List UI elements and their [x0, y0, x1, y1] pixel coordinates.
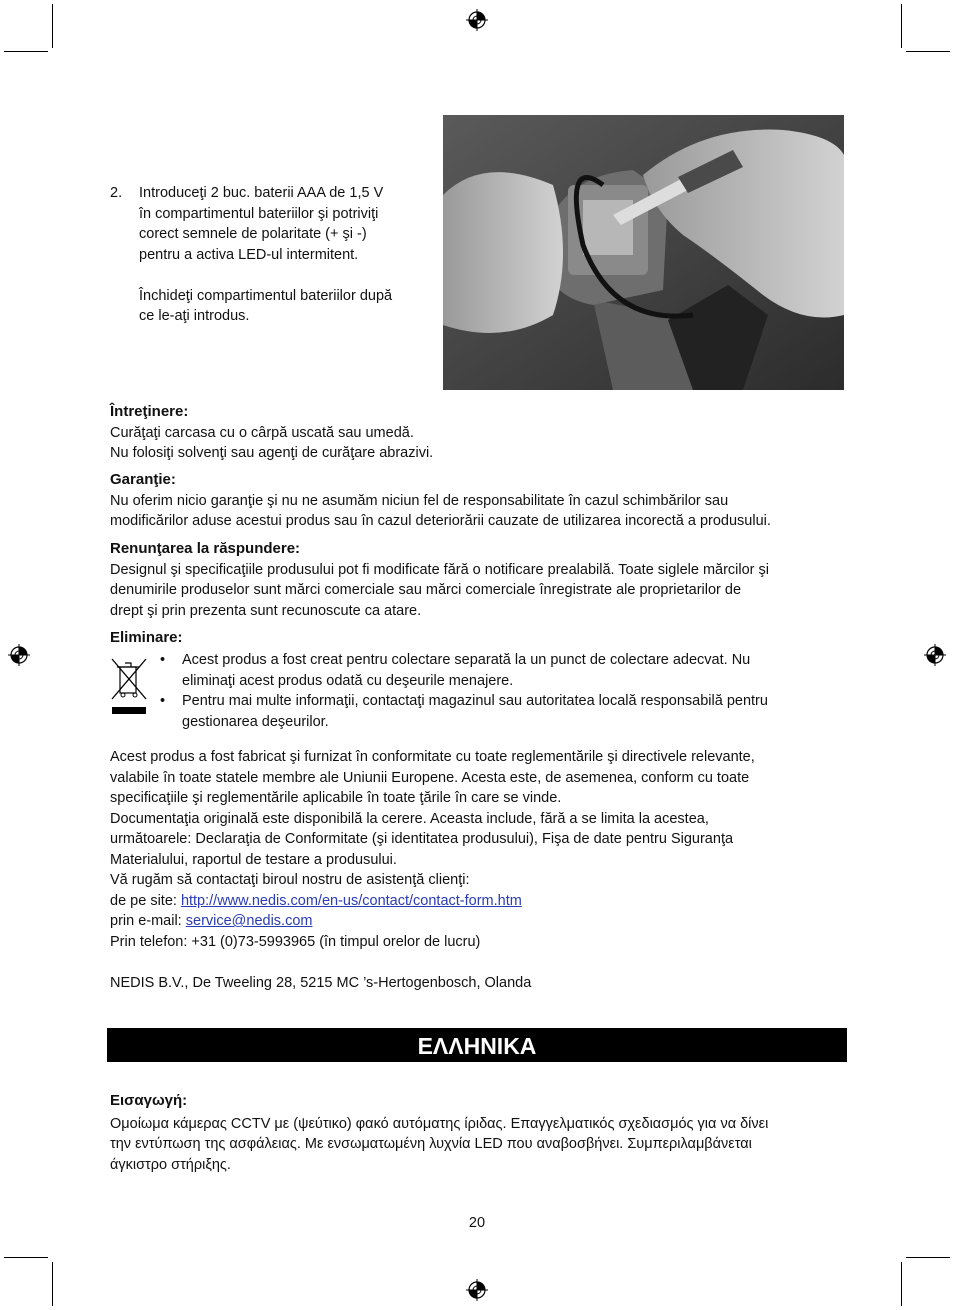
body-line: specificaţiile şi reglementările aplicabile în toate ţările în care se vinde.	[110, 790, 562, 806]
crossed-bin-icon	[110, 657, 148, 717]
website-label: de pe site:	[110, 892, 181, 909]
step-line: în compartimentul bateriilor şi potriviţi	[139, 205, 379, 222]
step-number: 2.	[110, 185, 123, 201]
email-line	[110, 911, 850, 932]
page-number: 20	[468, 1215, 486, 1231]
phone-line: Prin telefon: +31 (0)73-5993965 (în timpul orelor de lucru)	[110, 933, 481, 950]
greek-intro-section	[110, 1091, 850, 1175]
body-line: Documentaţia originală este disponibilă la cerere. Aceasta include, fără a se limita la acestea,	[110, 810, 709, 827]
step-line: Introduceţi 2 buc. baterii AAA de 1,5 V	[139, 185, 384, 201]
body-line: Curăţaţi carcasa cu o cârpă uscată sau umedă.	[110, 424, 414, 441]
disposal-heading-block	[110, 628, 850, 649]
contact-form-link[interactable]: http://www.nedis.com/en-us/contact/contact-form.htm	[180, 892, 522, 909]
registration-mark-icon	[466, 9, 488, 31]
body-line: την εντύπωση της ασφάλειας. Με ενσωματωμένη λυχνία LED που αναβοσβήνει. Συμπεριλαμβάνεται	[110, 1136, 752, 1152]
warranty-section	[110, 470, 850, 532]
body-line: Nu oferim nicio garanţie şi nu ne asumăm niciun fel de responsabilitate în cazul schimbărilor sau	[110, 492, 729, 509]
step-line: Închideţi compartimentul bateriilor după	[139, 287, 393, 304]
registration-mark-icon	[8, 644, 30, 666]
address-line: NEDIS B.V., De Tweeling 28, 5215 MC ’s-Hertogenbosch, Olanda	[110, 974, 532, 991]
body-line: valabile în toate statele membre ale Uniunii Europene. Acesta este, de asemenea, conform cu toate	[110, 769, 750, 786]
registration-mark-icon	[466, 1279, 488, 1301]
body-line: următoarele: Declaraţia de Conformitate (şi identitatea produsului), Fişa de date pentru Siguranţa	[110, 831, 734, 847]
section-heading: Garanţie:	[110, 471, 176, 488]
section-heading: Eliminare:	[110, 629, 183, 646]
crop-mark	[52, 1262, 53, 1306]
crop-mark	[4, 51, 48, 52]
disposal-bullets	[160, 650, 850, 732]
crop-mark	[4, 1257, 48, 1258]
section-heading: Εισαγωγή:	[110, 1092, 188, 1109]
list-item: • Acest produs a fost creat pentru colectare separată la un punct de colectare adecvat. Nu eliminaţi acest produs odată cu deşeurile menajere.	[160, 650, 850, 691]
crop-mark	[901, 1262, 902, 1306]
body-line: Materialului, raportul de testare a produsului.	[110, 851, 397, 868]
step-2-instructions	[110, 183, 430, 327]
body-line: Nu folosiţi solvenţi sau agenţi de curăţare abrazivi.	[110, 445, 434, 461]
section-heading: Renunţarea la răspundere:	[110, 540, 301, 557]
body-line: άγκιστρο στήριξης.	[110, 1156, 231, 1173]
email-link[interactable]: service@nedis.com	[185, 913, 313, 929]
crop-mark	[901, 4, 902, 48]
crop-mark	[906, 1257, 950, 1258]
maintenance-section	[110, 402, 850, 464]
step-line: pentru a activa LED-ul intermitent.	[139, 246, 359, 263]
bullet-line: Acest produs a fost creat pentru colectare separată la un punct de colectare adecvat. Nu	[182, 652, 751, 668]
body-line: Acest produs a fost fabricat şi furnizat în conformitate cu toate reglementările şi directivele relevante,	[110, 749, 755, 765]
body-line: Vă rugăm să contactaţi biroul nostru de asistenţă clienţi:	[110, 872, 470, 888]
body-line: Ομοίωμα κάμερας CCTV με (ψεύτικο) φακό αυτόματης ίριδας. Επαγγελματικός σχεδιασμός για να δίνει	[110, 1115, 769, 1132]
bullet-line: Pentru mai multe informaţii, contactaţi magazinul sau autoritatea locală responsabilă pentru	[182, 693, 768, 709]
conformity-section	[110, 747, 850, 993]
website-line	[110, 891, 850, 912]
step-line: corect semnele de polaritate (+ şi -)	[139, 226, 367, 242]
bullet-line: gestionarea deşeurilor.	[182, 713, 329, 730]
disclaimer-section	[110, 539, 850, 621]
battery-insertion-photo	[443, 115, 844, 390]
body-line: drept şi prin prezenta sunt recunoscute ca atare.	[110, 602, 422, 619]
list-item: • Pentru mai multe informaţii, contactaţi magazinul sau autoritatea locală responsabilă pentru gestionarea deşeurilor.	[160, 691, 850, 732]
body-line: denumirile produselor sunt mărci comerciale sau mărci comerciale înregistrate ale proprietarilor de	[110, 582, 742, 598]
body-line: Designul şi specificaţiile produsului pot fi modificate fără o notificare prealabilă. Toate siglele mărcilor şi	[110, 561, 769, 578]
body-line: modificărilor aduse acestui produs sau în cazul deteriorării cauzate de utilizarea incorectă a produsului.	[110, 513, 771, 529]
step-line: ce le-aţi introdus.	[139, 308, 250, 324]
crop-mark	[906, 51, 950, 52]
registration-mark-icon	[924, 644, 946, 666]
crop-mark	[52, 4, 53, 48]
bullet-line: eliminaţi acest produs odată cu deşeurile menajere.	[182, 672, 514, 689]
language-banner: ΕΛΛΗΝΙΚΑ	[107, 1028, 847, 1062]
section-heading: Întreţinere:	[110, 403, 189, 420]
email-label: prin e-mail:	[110, 913, 186, 929]
